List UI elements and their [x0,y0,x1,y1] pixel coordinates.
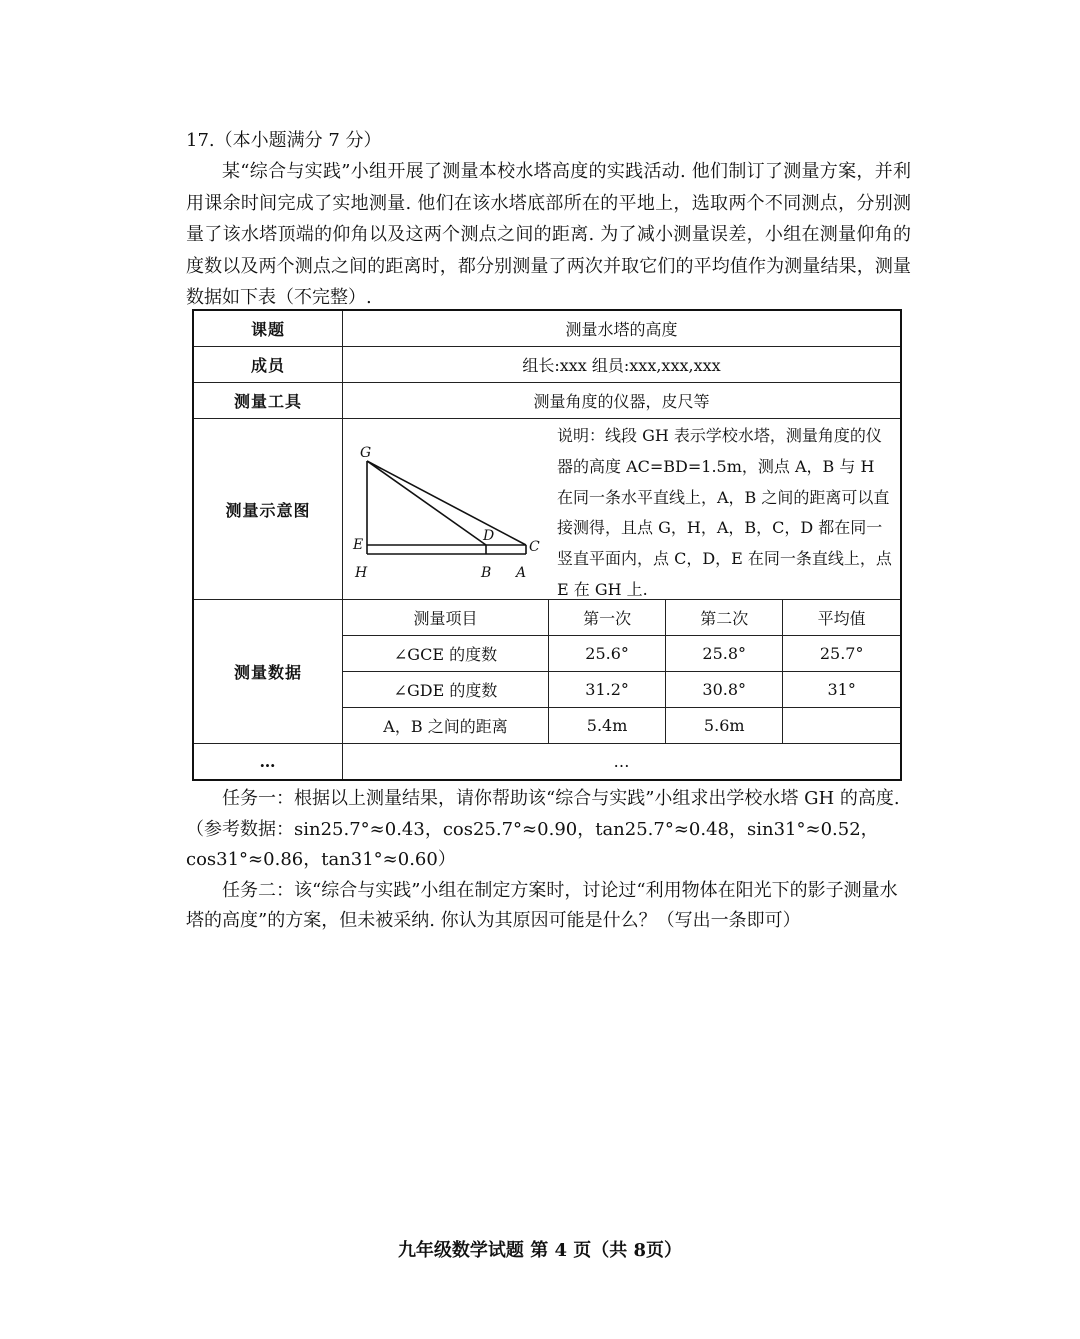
sight-line-gd [367,461,486,545]
point-label-c: C [529,539,540,555]
header-first: 第一次 [549,600,666,636]
value-cell: 25.8° [666,636,783,672]
item-cell: A，B 之间的距离 [343,708,549,744]
diagram-cell [343,419,902,600]
point-label-d: D [483,528,495,544]
row-value: 测量水塔的高度 [343,310,902,347]
ellipsis-left: … [193,744,343,781]
task-one: 任务一：根据以上测量结果，请你帮助该“综合与实践”小组求出学校水塔 GH 的高度. [222,788,900,809]
measurement-data-table [343,600,900,743]
table-row [343,636,900,672]
value-cell: 30.8° [666,672,783,708]
ellipsis-row [193,744,901,781]
table-row [343,708,900,744]
question-intro: 某“综合与实践”小组开展了测量本校水塔高度的实践活动. 他们制订了测量方案，并利用课余时间完成了实地测量. 他们在该水塔底部所在的平地上，选取两个不同测点，分别测量了该水塔顶端的仰角以及这两个测点之间的距离. 为了减小测量误差，小组在测量仰角的度数以及两个测点之间的距离时，都分别测量了两次并取它们的平均值作为测量结果，测量数据如下表（不完整）. [186,161,911,308]
diagram-description: 说明：线段 GH 表示学校水塔，测量角度的仪器的高度 AC=BD=1.5m，测点 A，B 与 H 在同一条水平直线上，A，B 之间的距离可以直接测得，且点 G，H，A，B，C，D 都在同一竖直平面内，点 C，D，E 在同一条直线上，点 E 在 GH 上. [557,426,892,599]
row-label: 课题 [193,310,343,347]
question-header: 17.（本小题满分 7 分） [186,130,382,151]
row-value: 组长:xxx 组员:xxx,xxx,xxx [343,347,902,383]
header-item: 测量项目 [343,600,549,636]
data-label: 测量数据 [193,600,343,744]
point-label-h: H [355,565,368,581]
page-footer: 九年级数学试题 第 4 页（共 8页） [397,1240,683,1261]
point-label-e: E [353,537,364,553]
point-label-b: B [481,565,492,581]
value-cell: 31° [783,672,900,708]
value-cell: 25.7° [783,636,900,672]
point-label-g: G [360,445,372,461]
task-two: 任务二：该“综合与实践”小组在制定方案时，讨论过“利用物体在阳光下的影子测量水塔的高度”的方案，但未被采纳. 你认为其原因可能是什么？（写出一条即可） [186,879,898,931]
value-cell [783,708,900,744]
measurement-table [192,309,902,781]
row-value: 测量角度的仪器，皮尺等 [343,383,902,419]
point-label-a: A [516,565,527,581]
ellipsis-right: … [343,744,902,781]
diagram-row [193,419,901,600]
row-label: 测量工具 [193,383,343,419]
header-second: 第二次 [666,600,783,636]
value-cell: 5.6m [666,708,783,744]
tasks-section [186,784,911,937]
value-cell: 25.6° [549,636,666,672]
table-row [193,347,901,383]
header-average: 平均值 [783,600,900,636]
reference-data: （参考数据：sin25.7°≈0.43，cos25.7°≈0.90，tan25.7°≈0.48，sin31°≈0.52，cos31°≈0.86，tan31°≈0.60） [186,818,879,870]
data-row [193,600,901,744]
item-cell: ∠GDE 的度数 [343,672,549,708]
table-row [193,383,901,419]
data-header-row [343,600,900,636]
table-row [193,310,901,347]
value-cell: 5.4m [549,708,666,744]
sight-line-gc [367,461,526,545]
value-cell: 31.2° [549,672,666,708]
table-row [343,672,900,708]
row-label: 成员 [193,347,343,383]
diagram-label: 测量示意图 [193,419,343,600]
data-cell [343,600,902,744]
measurement-diagram [343,419,553,599]
item-cell: ∠GCE 的度数 [343,636,549,672]
